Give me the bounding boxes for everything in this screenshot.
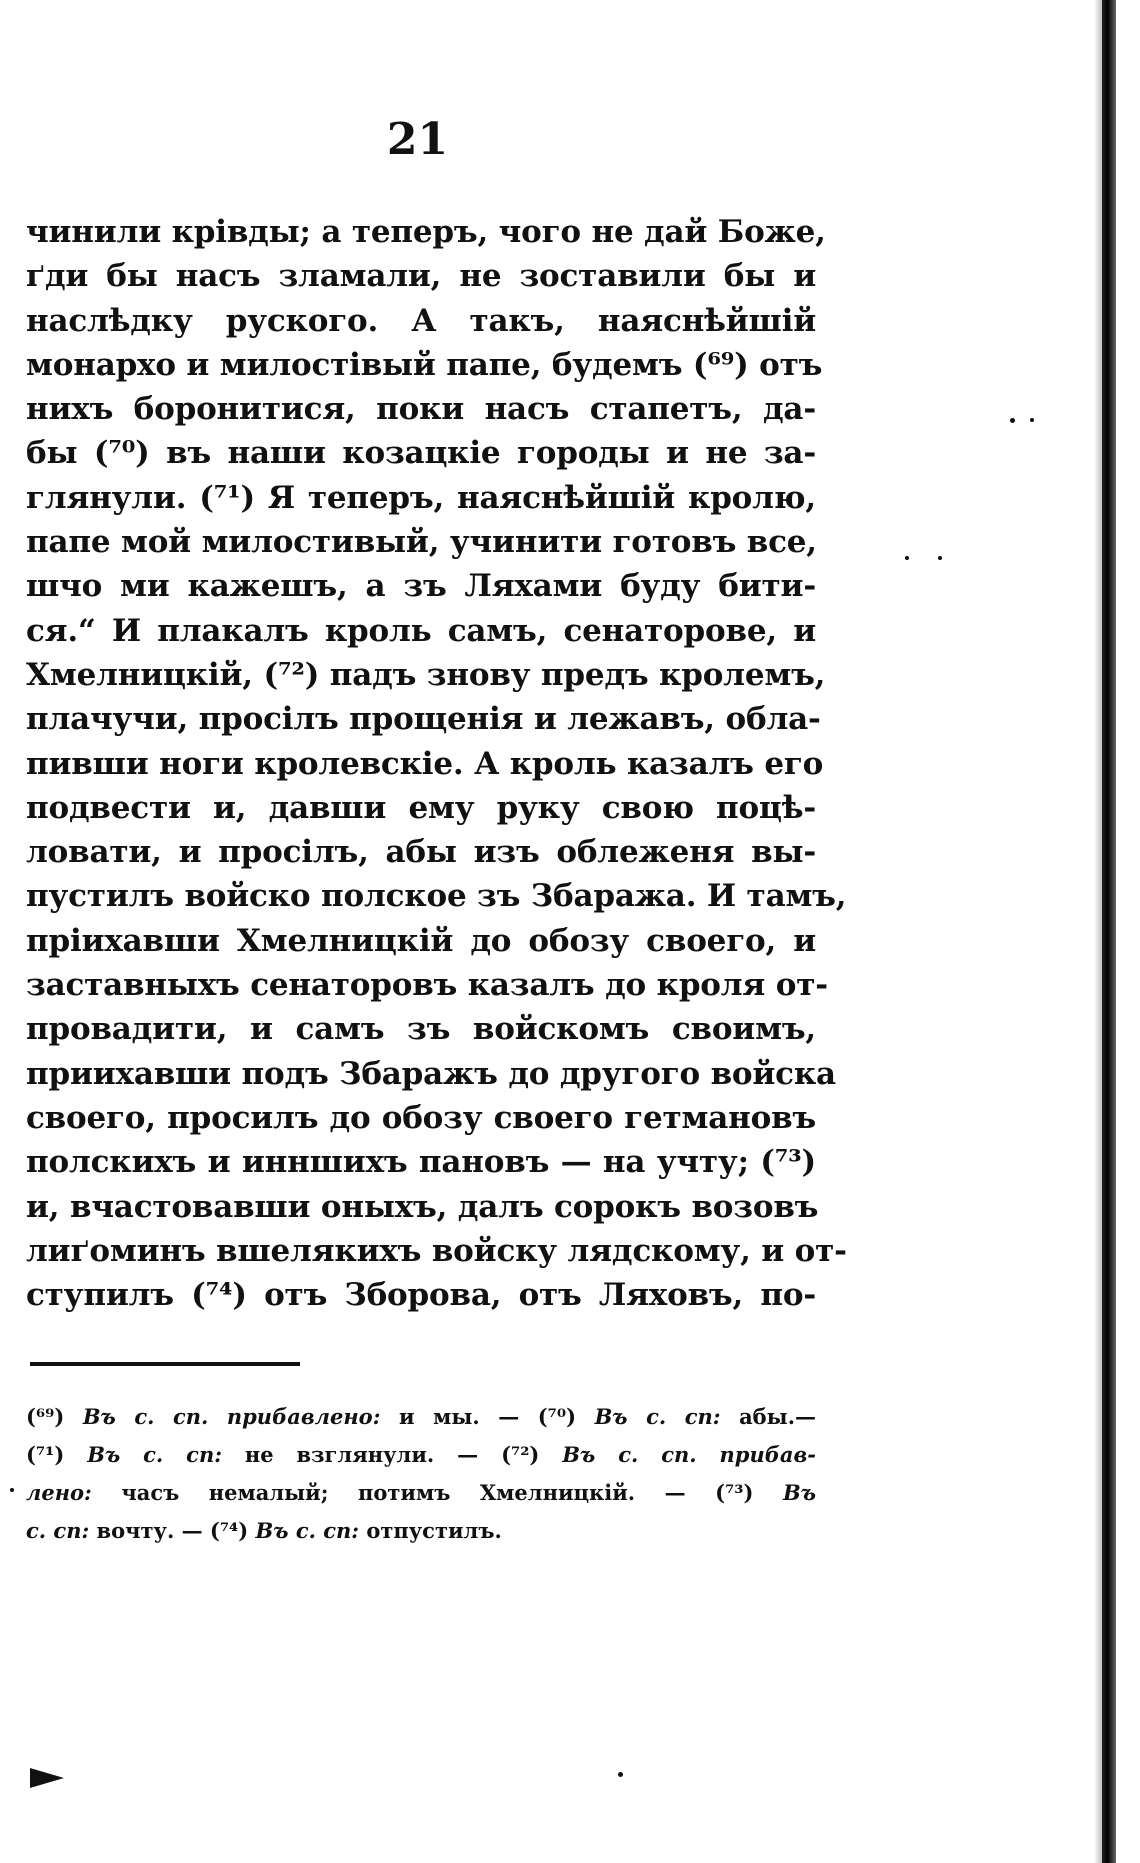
text-line: папе мой милостивый, учинити готовъ все, — [26, 524, 817, 561]
text-line: ловати, и просілъ, абы изъ облеженя вы- — [26, 834, 816, 871]
text-line: своего, просилъ до обозу своего гетмановъ — [26, 1099, 816, 1136]
text-line: ґди бы насъ зламали, не зоставили бы и — [26, 258, 816, 295]
text-line: приихавши подъ Збаражъ до другого войска — [26, 1055, 836, 1092]
text-line: и, вчастовавши оныхъ, далъ сорокъ возовъ — [26, 1188, 819, 1225]
scan-speck — [1030, 418, 1034, 422]
text-line: полскихъ и инншихъ пановъ — на учту; (⁷³) — [26, 1144, 816, 1181]
scan-speck — [618, 1772, 623, 1777]
footnote-line — [26, 1436, 816, 1474]
footnote-line — [26, 1474, 816, 1512]
text-line: Хмелницкій, (⁷²) падъ знову предъ кролемъ, — [26, 656, 826, 693]
text-line: провадити, и самъ зъ войскомъ своимъ, — [26, 1011, 816, 1048]
footnote-source: Въ с. сп: — [87, 1442, 222, 1467]
footnote-text: часъ немалый; потимъ Хмелницкій. — — [121, 1480, 686, 1505]
text-line: лиґоминъ вшелякихъ войску лядскому, и от- — [26, 1232, 847, 1269]
binding-shadow — [1094, 0, 1102, 1863]
body-text — [26, 210, 847, 1317]
text-line: чинили крівды; а теперъ, чого не дай Боже, — [26, 214, 826, 250]
footnote-marker: (⁶⁹) — [26, 1404, 65, 1429]
corner-mark — [30, 1768, 64, 1788]
footnotes — [26, 1398, 816, 1550]
text-line: монархо и милостівый папе, будемъ (⁶⁹) отъ — [26, 346, 823, 383]
text-line: ступилъ (⁷⁴) отъ Зборова, отъ Ляховъ, по- — [26, 1277, 816, 1314]
footnote-text: абы.— — [739, 1404, 817, 1429]
footnote-marker: (⁷⁰) — [537, 1404, 577, 1429]
footnote-text: вочту. — — [96, 1518, 203, 1543]
text-line: бы (⁷⁰) въ наши козацкіе городы и не за- — [26, 435, 816, 472]
text-line: ся.“ И плакалъ кроль самъ, сенаторове, и — [26, 612, 816, 649]
text-line: пивши ноги кролевскіе. А кроль казалъ его — [26, 745, 824, 782]
footnote-line — [26, 1512, 816, 1550]
text-line: наслѣдку руского. А такъ, наяснѣйшій — [26, 302, 816, 339]
footnote-marker: (⁷²) — [501, 1442, 540, 1467]
text-line: плачучи, просілъ прощенія и лежавъ, обла- — [26, 701, 821, 738]
text-line: подвести и, давши ему руку свою поцѣ- — [26, 789, 816, 826]
footnote-line — [26, 1398, 816, 1436]
text-line: шчо ми кажешъ, а зъ Ляхами буду бити- — [26, 568, 816, 605]
text-line: пустилъ войско полское зъ Збаража. И тамъ, — [26, 878, 847, 915]
footnote-source: лено: — [26, 1480, 92, 1505]
footnote-separator — [30, 1362, 300, 1366]
footnote-source: Въ — [782, 1480, 816, 1505]
footnote-source: Въ с. сп: — [255, 1518, 360, 1543]
footnote-text: отпустилъ. — [366, 1518, 502, 1543]
footnote-source: Въ с. сп. прибавлено: — [82, 1404, 381, 1429]
footnote-marker: (⁷³) — [715, 1480, 754, 1505]
text-line: глянули. (⁷¹) Я теперъ, наяснѣйшій кролю, — [26, 479, 816, 516]
footnote-marker: (⁷⁴) — [209, 1518, 249, 1543]
text-line: нихъ боронитися, поки насъ стапетъ, да- — [26, 391, 816, 428]
text-line: пріихавши Хмелницкій до обозу своего, и — [26, 922, 816, 959]
page-number: 21 — [386, 114, 449, 165]
scan-speck — [905, 556, 909, 560]
footnote-source: Въ с. сп: — [594, 1404, 721, 1429]
footnote-text: и мы. — — [398, 1404, 520, 1429]
footnote-marker: (⁷¹) — [26, 1442, 65, 1467]
text-line: заставныхъ сенаторовъ казалъ до кроля от- — [26, 967, 828, 1004]
page-binding-edge — [1102, 0, 1116, 1863]
footnote-source: Въ с. сп. прибав- — [562, 1442, 817, 1467]
scan-speck — [1010, 418, 1015, 423]
scan-speck — [10, 1488, 14, 1492]
footnote-source: с. сп: — [26, 1518, 90, 1543]
footnote-text: не взглянули. — — [244, 1442, 479, 1467]
scan-speck — [938, 556, 942, 560]
